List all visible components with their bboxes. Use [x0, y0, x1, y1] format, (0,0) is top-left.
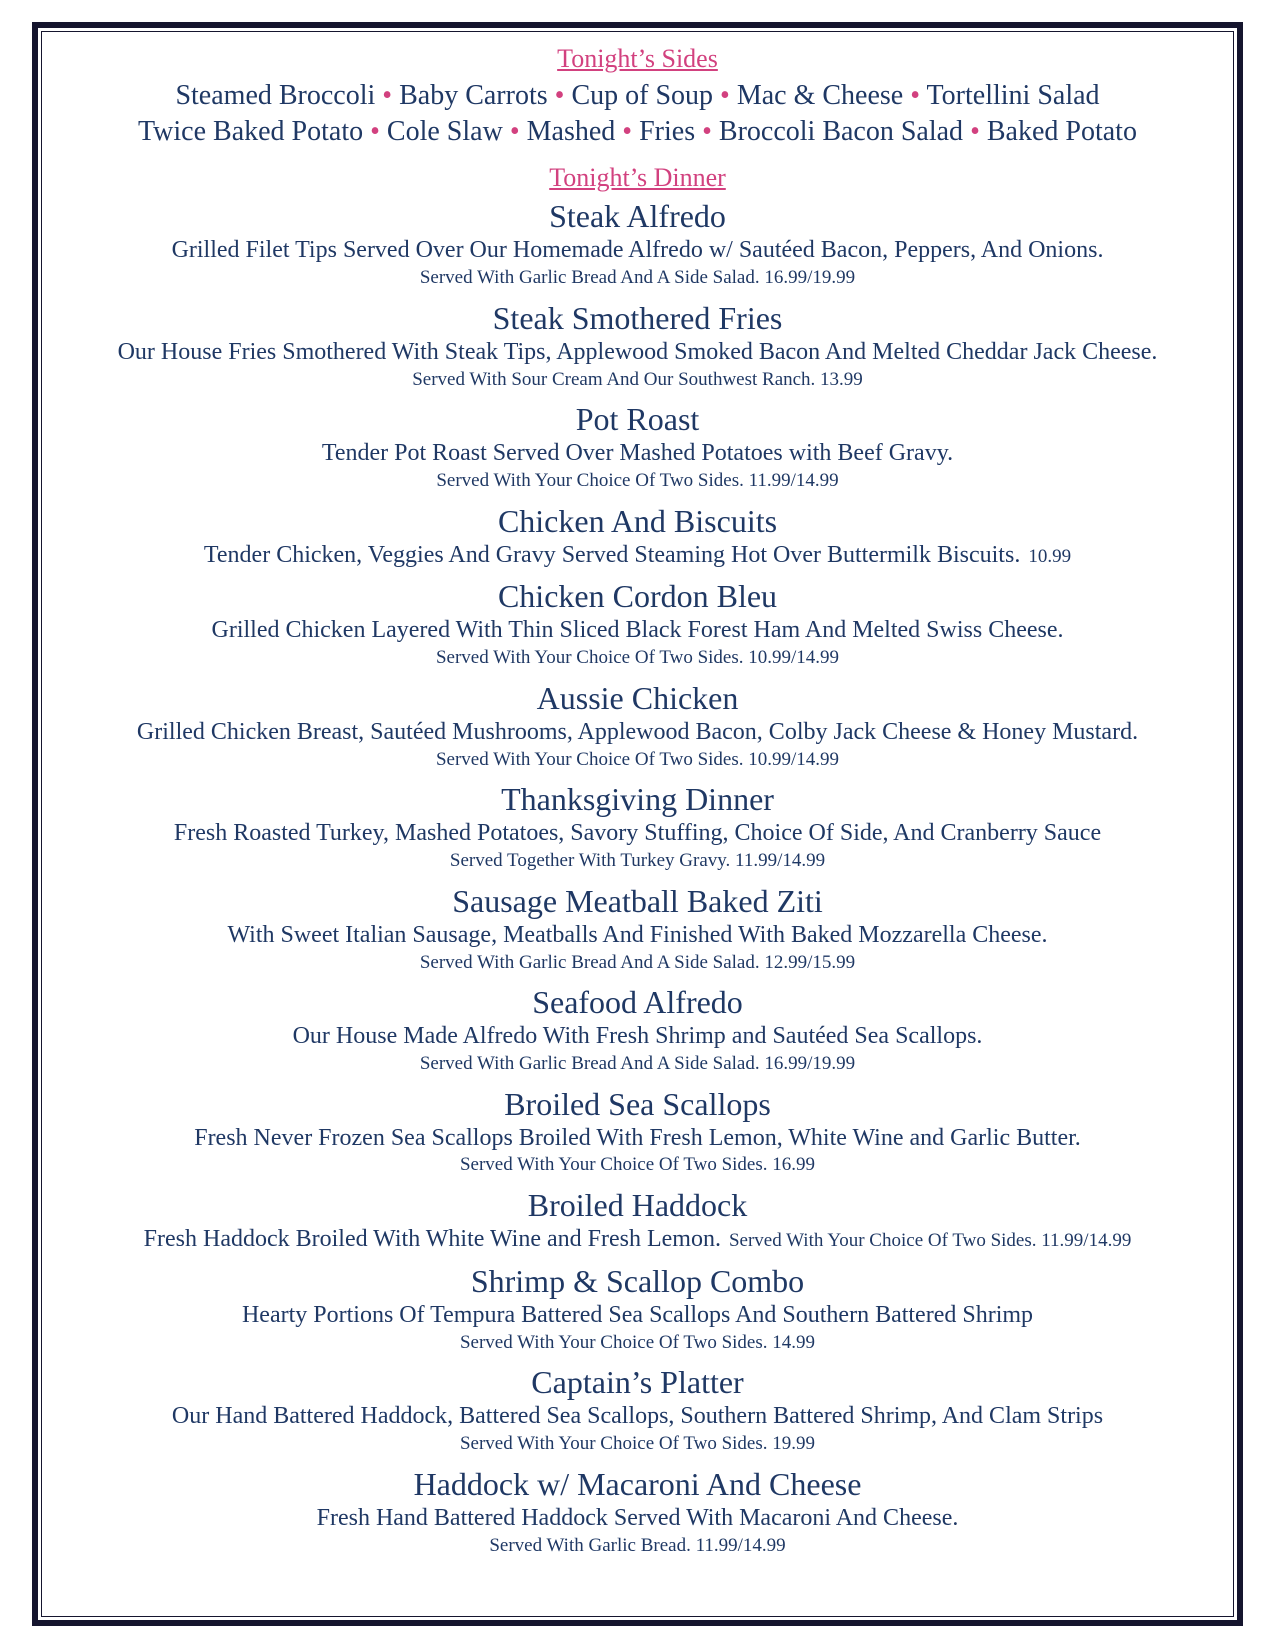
dish-name: Captain’s Platter — [531, 1364, 744, 1401]
menu-item — [68, 576, 1207, 670]
dish-description-text: Tender Chicken, Veggies And Gravy Served Steaming Hot Over Buttermilk Biscuits. — [203, 541, 1021, 568]
menu-item — [68, 1464, 1207, 1558]
dish-description — [68, 718, 1207, 747]
dish-description-text: Fresh Never Frozen Sea Scallops Broiled With Fresh Lemon, White Wine and Garlic Butter. — [194, 1124, 1081, 1151]
menu-item — [68, 1261, 1207, 1355]
dish-description-text: With Sweet Italian Sausage, Meatballs And Finished With Baked Mozzarella Cheese. — [227, 921, 1048, 948]
dish-description-text: Fresh Roasted Turkey, Mashed Potatoes, Savory Stuffing, Choice Of Side, And Cranberry Sauce — [173, 820, 1102, 847]
side-item: Mac & Cheese — [736, 79, 904, 111]
dish-description-text: Hearty Portions Of Tempura Battered Sea Scallops And Southern Battered Shrimp — [241, 1301, 1034, 1328]
sides-list-line1 — [68, 78, 1207, 114]
dish-name: Aussie Chicken — [536, 679, 739, 716]
bullet-separator: • — [695, 116, 719, 148]
bullet-separator: • — [375, 79, 400, 111]
dish-description — [68, 1301, 1207, 1330]
dish-name: Broiled Sea Scallops — [504, 1085, 771, 1122]
menu-item — [68, 501, 1207, 570]
side-item: Broccoli Bacon Salad — [718, 116, 964, 148]
bullet-separator: • — [903, 79, 927, 111]
dish-note: Served With Your Choice Of Two Sides. 19.99 — [459, 1433, 816, 1455]
dish-note: Served With Sour Cream And Our Southwest Ranch. 13.99 — [412, 368, 863, 390]
dish-description-text: Our Hand Battered Haddock, Battered Sea Scallops, Southern Battered Shrimp, And Clam Strips — [171, 1403, 1104, 1430]
dish-name: Shrimp & Scallop Combo — [470, 1262, 805, 1299]
dish-description — [68, 921, 1207, 950]
dish-description — [68, 338, 1207, 367]
bullet-separator: • — [963, 116, 987, 148]
side-item: Baked Potato — [986, 116, 1137, 148]
dish-note: Served With Your Choice Of Two Sides. 10.99/14.99 — [435, 748, 840, 770]
dish-description — [68, 236, 1207, 265]
dish-name: Pot Roast — [575, 401, 700, 438]
menu-item — [68, 399, 1207, 493]
dish-name: Haddock w/ Macaroni And Cheese — [413, 1465, 862, 1502]
dish-description — [68, 439, 1207, 468]
side-item: Steamed Broccoli — [175, 79, 376, 111]
dish-description — [68, 1402, 1207, 1431]
menu-item — [68, 1084, 1207, 1178]
side-item: Fries — [639, 116, 696, 148]
dish-description-text: Fresh Hand Battered Haddock Served With Macaroni And Cheese. — [316, 1504, 959, 1531]
dish-description — [68, 819, 1207, 848]
side-item: Tortellini Salad — [926, 79, 1100, 111]
dish-note: Served With Garlic Bread And A Side Salad. 16.99/19.99 — [419, 267, 856, 289]
menu-item — [68, 1185, 1207, 1254]
sides-section-title: Tonight’s Sides — [557, 44, 718, 73]
dish-description — [68, 1504, 1207, 1533]
dish-description-text: Our House Made Alfredo With Fresh Shrimp and Sautéed Sea Scallops. — [292, 1023, 983, 1050]
dish-inline-note: 10.99 — [1028, 545, 1072, 567]
dish-description — [68, 616, 1207, 645]
dish-note: Served With Your Choice Of Two Sides. 10.99/14.99 — [435, 647, 840, 669]
dish-name: Seafood Alfredo — [532, 984, 743, 1021]
dish-note: Served With Garlic Bread. 11.99/14.99 — [489, 1534, 786, 1556]
bullet-separator: • — [363, 116, 387, 148]
dish-note: Served With Garlic Bread And A Side Salad. 16.99/19.99 — [419, 1053, 856, 1075]
side-item: Baby Carrots — [399, 79, 548, 111]
bullet-separator: • — [502, 116, 527, 148]
dish-description — [68, 541, 1207, 570]
dish-description — [68, 1225, 1207, 1254]
dish-description-text: Grilled Filet Tips Served Over Our Homemade Alfredo w/ Sautéed Bacon, Peppers, And Onions. — [171, 237, 1104, 264]
dish-description-text: Grilled Chicken Layered With Thin Sliced Black Forest Ham And Melted Swiss Cheese. — [211, 617, 1064, 644]
dish-note: Served With Your Choice Of Two Sides. 14.99 — [459, 1331, 816, 1353]
dish-description — [68, 1124, 1207, 1153]
dish-note: Served Together With Turkey Gravy. 11.99/14.99 — [449, 850, 826, 872]
bullet-separator: • — [713, 79, 737, 111]
dish-note: Served With Garlic Bread And A Side Salad. 12.99/15.99 — [419, 951, 856, 973]
dish-name: Chicken And Biscuits — [497, 502, 778, 539]
bullet-separator: • — [615, 116, 640, 148]
menu-item — [68, 196, 1207, 290]
bullet-separator: • — [547, 79, 572, 111]
dish-name: Steak Smothered Fries — [492, 299, 783, 336]
dish-description-text: Our House Fries Smothered With Steak Tips, Applewood Smoked Bacon And Melted Cheddar Jack Cheese. — [117, 338, 1158, 365]
dish-description-text: Grilled Chicken Breast, Sautéed Mushrooms, Applewood Bacon, Colby Jack Cheese & Honey Mustard. — [136, 718, 1139, 745]
sides-list-line2 — [68, 114, 1207, 150]
dish-name: Sausage Meatball Baked Ziti — [452, 882, 823, 919]
menu-item — [68, 678, 1207, 772]
dish-name: Chicken Cordon Bleu — [497, 578, 778, 615]
side-item: Cole Slaw — [386, 116, 503, 148]
menu-item — [68, 982, 1207, 1076]
dish-description — [68, 1022, 1207, 1051]
dish-name: Thanksgiving Dinner — [501, 781, 774, 818]
menu-item — [68, 779, 1207, 873]
menu-item — [68, 298, 1207, 392]
side-item: Mashed — [526, 116, 616, 148]
dish-note: Served With Your Choice Of Two Sides. 11.99/14.99 — [436, 470, 839, 492]
dish-note: Served With Your Choice Of Two Sides. 16.99 — [459, 1154, 816, 1176]
side-item: Twice Baked Potato — [138, 116, 364, 148]
menu-page — [41, 31, 1234, 1617]
dish-inline-note: Served With Your Choice Of Two Sides. 11.99/14.99 — [728, 1230, 1132, 1252]
dish-description-text: Tender Pot Roast Served Over Mashed Potatoes with Beef Gravy. — [321, 440, 954, 467]
page-border — [32, 22, 1243, 1626]
dinner-section-title: Tonight’s Dinner — [549, 162, 726, 192]
dish-description-text: Fresh Haddock Broiled With White Wine and Fresh Lemon. — [143, 1226, 721, 1253]
side-item: Cup of Soup — [571, 79, 714, 111]
menu-item — [68, 1362, 1207, 1456]
menu-item — [68, 881, 1207, 975]
dish-name: Steak Alfredo — [549, 198, 726, 235]
dish-name: Broiled Haddock — [527, 1187, 748, 1224]
